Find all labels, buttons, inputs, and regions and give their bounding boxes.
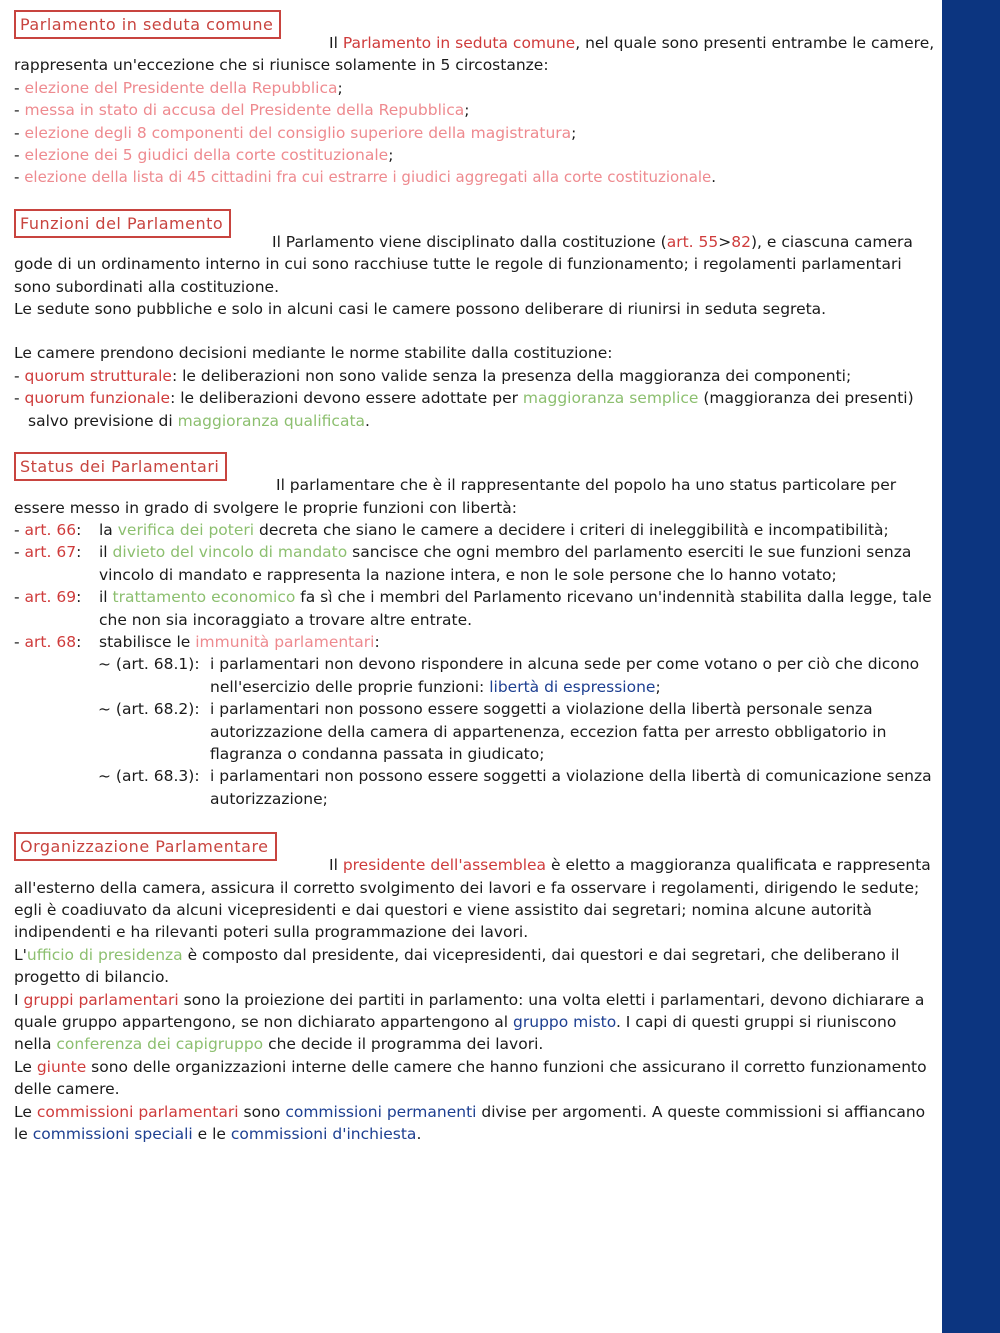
section-heading: Parlamento in seduta comune — [14, 10, 281, 39]
article-item: - art. 67: il divieto del vincolo di mandato sancisce che ogni membro del parlamento eserciti le sue funzioni senza vincolo di mandato e rappresenta la nazione intera, e non le sole persone che lo hanno votato; — [14, 543, 912, 584]
immunity-item: ~ (art. 68.2): i parlamentari non possono essere soggetti a violazione della libertà personale senza autorizzazione della camera di appartenenza, eccezion fatta per arresto obbligatorio in flagranza o condanna passata in giudicato; — [98, 700, 887, 763]
paragraph: Le sedute sono pubbliche e solo in alcuni casi le camere possono deliberare di riunirsi in seduta segreta. — [14, 300, 827, 319]
immunity-item: ~ (art. 68.3): i parlamentari non possono essere soggetti a violazione della libertà di comunicazione senza autorizzazione; — [98, 767, 932, 808]
list-item: - elezione degli 8 componenti del consiglio superiore della magistratura; — [14, 123, 577, 142]
section-intro: Il parlamentare che è il rappresentante del popolo ha uno status particolare per essere messo in grado di svolgere le proprie funzioni con libertà: — [14, 476, 897, 517]
section-seduta-comune — [14, 10, 936, 189]
paragraph: L'ufficio di presidenza è composto dal presidente, dai vicepresidenti, dai questori e dai segretari, che deliberano il progetto di bilancio. — [14, 945, 900, 987]
right-sidebar-band — [942, 0, 1000, 1333]
notes-page — [14, 10, 936, 1145]
section-intro: Il Parlamento viene disciplinato dalla costituzione (art. 55>82), e ciascuna camera gode di un ordinamento interno in cui sono racchiuse tutte le regole di funzionamento; i regolamenti parlamentari sono subordinati alla costituzione. — [14, 232, 913, 296]
list-item: - elezione dei 5 giudici della corte costituzionale; — [14, 146, 394, 165]
section-organizzazione — [14, 832, 936, 1145]
article-item: - art. 66: la verifica dei poteri decreta che siano le camere a decidere i criteri di ineleggibilità e incompatibilità; — [14, 520, 889, 539]
list-item: - messa in stato di accusa del Presidente della Repubblica; — [14, 101, 470, 120]
list-item: - quorum strutturale: le deliberazioni non sono valide senza la presenza della maggioranza dei componenti; — [14, 366, 852, 385]
section-intro: Il Parlamento in seduta comune, nel quale sono presenti entrambe le camere, rappresenta un'eccezione che si riunisce solamente in 5 circostanze: — [14, 34, 935, 75]
list-item: - elezione del Presidente della Repubblica; — [14, 78, 343, 97]
section-heading: Status dei Parlamentari — [14, 452, 227, 481]
section-funzioni — [14, 209, 936, 432]
paragraph: I gruppi parlamentari sono la proiezione dei partiti in parlamento: una volta eletti i parlamentari, devono dichiarare a quale gruppo appartengono, se non dichiarato appartengono al gruppo misto. I capi di questi gruppi si riuniscono nella conferenza dei capigruppo che decide il programma dei lavori. — [14, 990, 925, 1054]
section-intro: Il presidente dell'assemblea è eletto a maggioranza qualificata e rappresenta all'esterno della camera, assicura il corretto svolgimento dei lavori e fa osservare i regolamenti, dirigendo le sedute; egli è coadiuvato da alcuni vicepresidenti e dai questori e viene assistito dai segretari; nomina alcune autorità indipendenti e ha rilevanti poteri sulla programmazione dei lavori. — [14, 856, 931, 942]
article-item: - art. 68: stabilisce le immunità parlamentari: — [14, 632, 380, 651]
immunity-item: ~ (art. 68.1): i parlamentari non devono rispondere in alcuna sede per come votano o per ciò che dicono nell'esercizio delle proprie funzioni: libertà di espressione; — [98, 655, 920, 696]
section-status — [14, 452, 936, 810]
section-heading: Funzioni del Parlamento — [14, 209, 231, 238]
list-item: - elezione della lista di 45 cittadini fra cui estrarre i giudici aggregati alla corte costituzionale. — [14, 168, 717, 187]
article-item: - art. 69: il trattamento economico fa sì che i membri del Parlamento ricevano un'indennità stabilita dalla legge, tale che non sia incoraggiato a trovare altre entrate. — [14, 588, 932, 629]
list-item: - quorum funzionale: le deliberazioni devono essere adottate per maggioranza semplice (maggioranza dei presenti) salvo previsione di maggioranza qualificata. — [14, 389, 914, 430]
paragraph: Le giunte sono delle organizzazioni interne delle camere che hanno funzioni che assicurano il corretto funzionamento delle camere. — [14, 1057, 927, 1099]
paragraph: Le commissioni parlamentari sono commissioni permanenti divise per argomenti. A queste commissioni si affiancano le commissioni speciali e le commissioni d'inchiesta. — [14, 1102, 926, 1144]
paragraph: Le camere prendono decisioni mediante le norme stabilite dalla costituzione: — [14, 344, 613, 363]
section-heading: Organizzazione Parlamentare — [14, 832, 277, 861]
